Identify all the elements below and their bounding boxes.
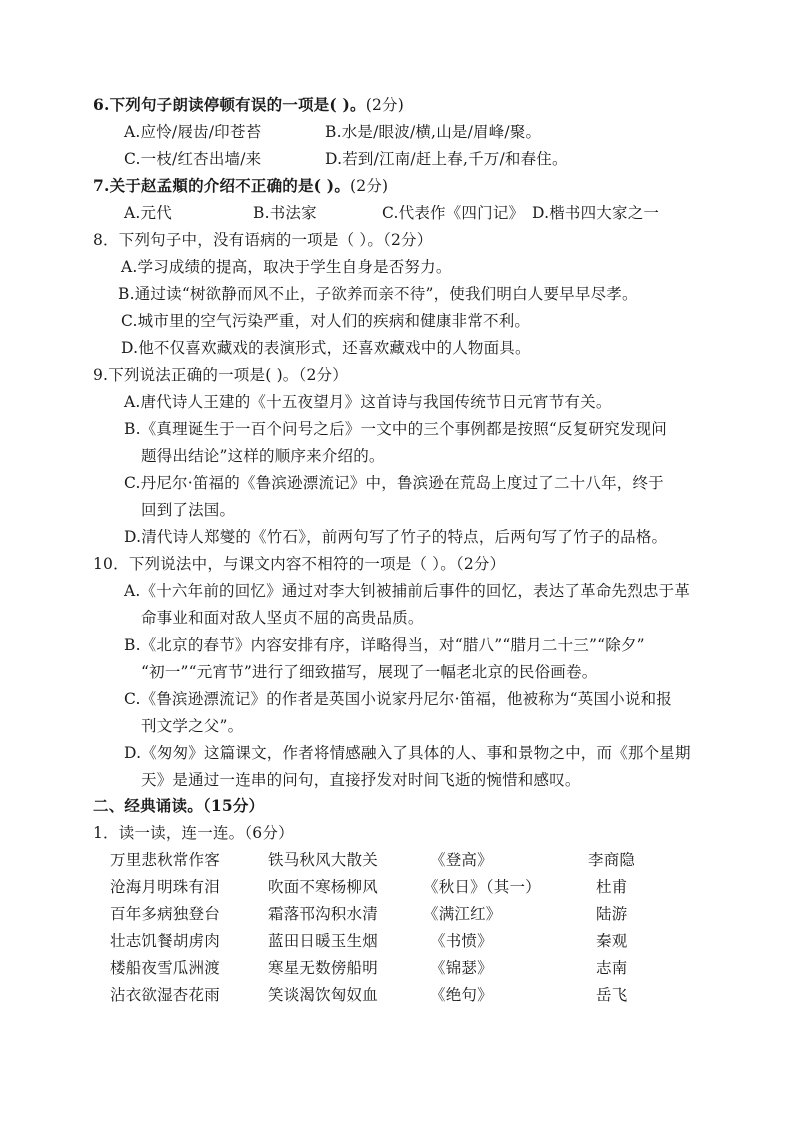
poem-line-second: 寒星无数傍船明 [268, 959, 378, 977]
question-9-line: A.唐代诗人王建的《十五夜望月》这首诗与我国传统节日元宵节有关。 [124, 393, 612, 411]
question-7-score: (2分) [350, 177, 389, 195]
question-10-line: 刊文学之父”。 [141, 717, 244, 735]
question-6-option-b: B.水是/眼波/横,山是/眉峰/聚。 [325, 123, 542, 141]
poem-title: 《满江红》 [423, 905, 502, 923]
poem-author: 秦观 [596, 932, 628, 950]
poem-author: 志南 [596, 959, 628, 977]
poem-line-second: 铁马秋风大散关 [268, 851, 378, 869]
poem-line-first: 沧海月明珠有泪 [110, 878, 220, 896]
question-10-stem: 10．下列说法中，与课文内容不相符的一项是（ ）。（2分） [93, 555, 506, 573]
question-10-line: 命事业和面对敌人坚贞不屈的高贵品质。 [141, 609, 424, 627]
question-9-line: 题得出结论”这样的顺序来介绍的。 [141, 447, 385, 465]
poem-line-first: 万里悲秋常作客 [110, 851, 220, 869]
question-6-stem: 6.下列句子朗读停顿有误的一项是( )。 [93, 95, 366, 114]
poem-title: 《书愤》 [430, 932, 493, 950]
poem-line-first: 百年多病独登台 [110, 905, 220, 923]
question-10-line: C.《鲁滨逊漂流记》的作者是英国小说家丹尼尔·笛福，他被称为“英国小说和报 [124, 690, 672, 708]
poem-title: 《秋日》（其一） [423, 878, 541, 896]
question-7-option-d: D.楷书四大家之一 [532, 204, 660, 222]
section-2-question-1: 1．读一读，连一连。（6分） [93, 824, 294, 842]
poem-title: 《锦瑟》 [430, 959, 493, 977]
poem-line-first: 沾衣欲湿杏花雨 [110, 986, 220, 1004]
poem-line-first: 壮志饥餐胡虏肉 [110, 932, 220, 950]
question-10-line: D.《匆匆》这篇课文，作者将情感融入了具体的人、事和景物之中，而《那个星期 [124, 744, 691, 762]
question-9-stem: 9.下列说法正确的一项是( )。（2分） [93, 366, 348, 384]
poem-author: 李商隐 [588, 851, 636, 869]
question-8-option-b: B.通过读“树欲静而风不止，子欲养而亲不待”，使我们明白人要早早尽孝。 [118, 285, 638, 303]
poem-title: 《登高》 [430, 851, 493, 869]
poem-line-first: 楼船夜雪瓜洲渡 [110, 959, 220, 977]
question-7-stem: 7.关于赵孟頫的介绍不正确的是( )。 [93, 176, 351, 195]
question-10-line: A.《十六年前的回忆》通过对李大钊被捕前后事件的回忆，表达了革命先烈忠于革 [124, 582, 691, 600]
question-9-line: B.《真理诞生于一百个问号之后》一文中的三个事例都是按照“反复研究发现问 [124, 420, 667, 438]
poem-author: 杜甫 [596, 878, 628, 896]
question-7-option-c: C.代表作《四门记》 [382, 204, 525, 222]
poem-author: 陆游 [596, 905, 628, 923]
question-9-line: 回到了法国。 [141, 501, 236, 519]
question-10-line: 天》是通过一连串的问句，直接抒发对时间飞逝的惋惜和感叹。 [141, 771, 581, 789]
question-8-stem: 8．下列句子中，没有语病的一项是（ ）。（2分） [93, 231, 433, 249]
question-6 [93, 95, 404, 115]
question-10-line: “初一”“元宵节”进行了细致描写，展现了一幅老北京的民俗画卷。 [141, 663, 598, 681]
question-9-line: C.丹尼尔·笛福的《鲁滨逊漂流记》中，鲁滨逊在荒岛上度过了二十八年，终于 [124, 474, 664, 492]
question-6-score: (2分) [365, 96, 405, 114]
question-7-option-a: A.元代 [124, 204, 172, 222]
section-2-title: 二、经典诵读。（15分） [93, 796, 265, 815]
question-7-option-b: B.书法家 [253, 204, 317, 222]
poem-line-second: 霜落邗沟积水清 [268, 905, 378, 923]
question-7 [93, 176, 388, 196]
poem-line-second: 蓝田日暖玉生烟 [268, 932, 378, 950]
question-6-option-d: D.若到/江南/赶上春,千万/和春住。 [325, 150, 568, 168]
poem-author: 岳飞 [596, 986, 628, 1004]
question-8-option-a: A.学习成绩的提高，取决于学生自身是否努力。 [121, 258, 452, 276]
poem-line-second: 笑谈渴饮匈奴血 [268, 986, 378, 1004]
question-8-option-d: D.他不仅喜欢藏戏的表演形式，还喜欢藏戏中的人物面具。 [121, 339, 531, 357]
question-10-line: B.《北京的春节》内容安排有序，详略得当，对“腊八”“腊月二十三”“除夕” [124, 636, 645, 654]
poem-line-second: 吹面不寒杨柳风 [268, 878, 378, 896]
poem-title: 《绝句》 [430, 986, 493, 1004]
question-6-option-c: C.一枝/红杏出墙/来 [124, 150, 262, 168]
question-6-option-a: A.应怜/屐齿/印苍苔 [124, 123, 262, 141]
question-8-option-c: C.城市里的空气污染严重，对人们的疾病和健康非常不利。 [121, 312, 531, 330]
question-9-line: D.清代诗人郑燮的《竹石》，前两句写了竹子的特点，后两句写了竹子的品格。 [124, 528, 668, 546]
